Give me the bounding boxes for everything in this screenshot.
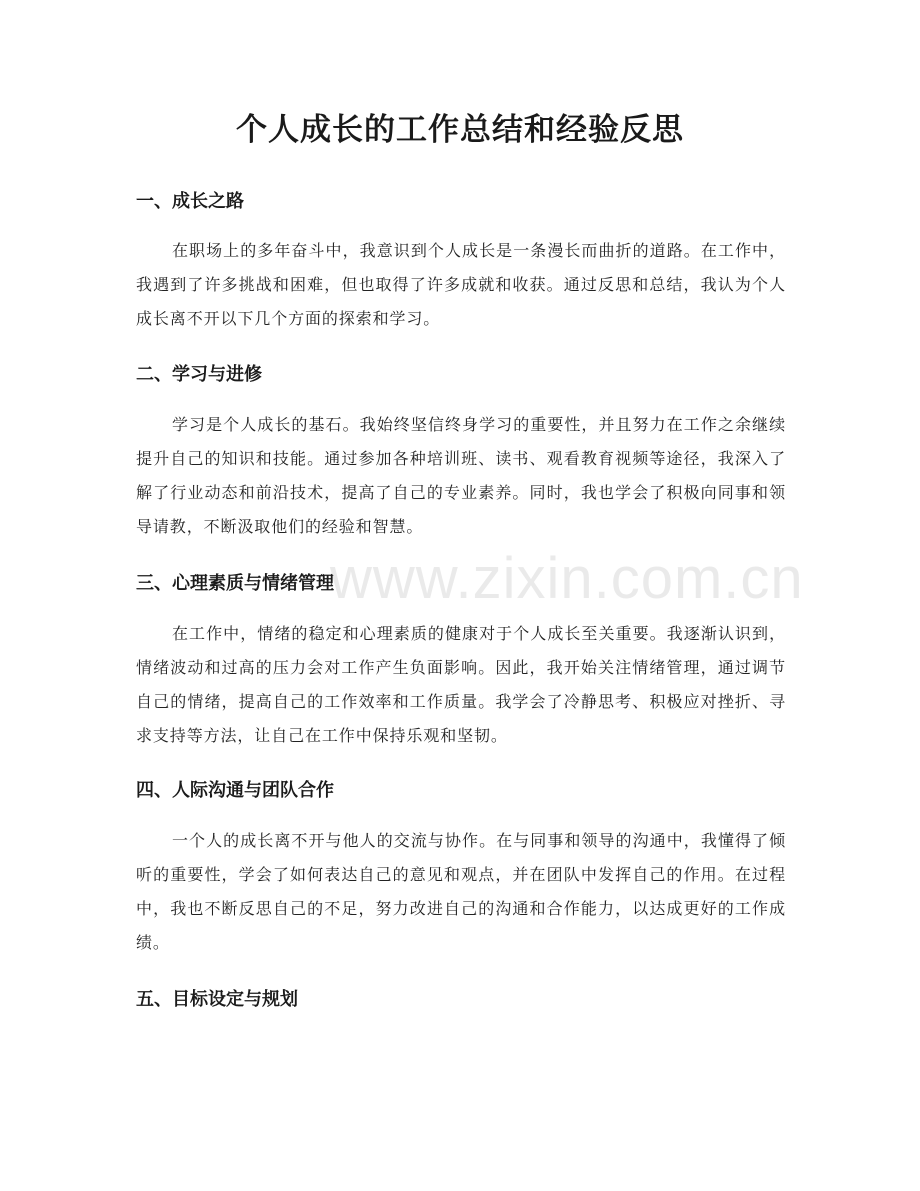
- watermark: www.zixin.com.cn: [330, 546, 804, 611]
- section-heading-2: 二、学习与进修: [136, 364, 262, 385]
- section-paragraph-2: 学习是个人成长的基石。我始终坚信终身学习的重要性，并且努力在工作之余继续提升自己的知识和技能。通过参加各种培训班、读书、观看教育视频等途径，我深入了解了行业动态和前沿技术，提高了自己的专业素养。同时，我也学会了积极向同事和领导请教，不断汲取他们的经验和智慧。: [136, 415, 786, 536]
- document-title: 个人成长的工作总结和经验反思: [236, 112, 684, 148]
- section-heading-5: 五、目标设定与规划: [136, 989, 298, 1010]
- section-paragraph-3: 在工作中，情绪的稳定和心理素质的健康对于个人成长至关重要。我逐渐认识到，情绪波动和过高的压力会对工作产生负面影响。因此，我开始关注情绪管理，通过调节自己的情绪，提高自己的工作效率和工作质量。我学会了冷静思考、积极应对挫折、寻求支持等方法，让自己在工作中保持乐观和坚韧。: [136, 624, 786, 745]
- section-paragraph-4: 一个人的成长离不开与他人的交流与协作。在与同事和领导的沟通中，我懂得了倾听的重要性，学会了如何表达自己的意见和观点，并在团队中发挥自己的作用。在过程中，我也不断反思自己的不足，努力改进自己的沟通和合作能力，以达成更好的工作成绩。: [136, 831, 786, 952]
- section-paragraph-1: 在职场上的多年奋斗中，我意识到个人成长是一条漫长而曲折的道路。在工作中，我遇到了许多挑战和困难，但也取得了许多成就和收获。通过反思和总结，我认为个人成长离不开以下几个方面的探索和学习。: [136, 241, 786, 328]
- section-heading-4: 四、人际沟通与团队合作: [136, 780, 334, 801]
- section-heading-3: 三、心理素质与情绪管理: [136, 573, 334, 594]
- section-heading-1: 一、成长之路: [136, 191, 244, 212]
